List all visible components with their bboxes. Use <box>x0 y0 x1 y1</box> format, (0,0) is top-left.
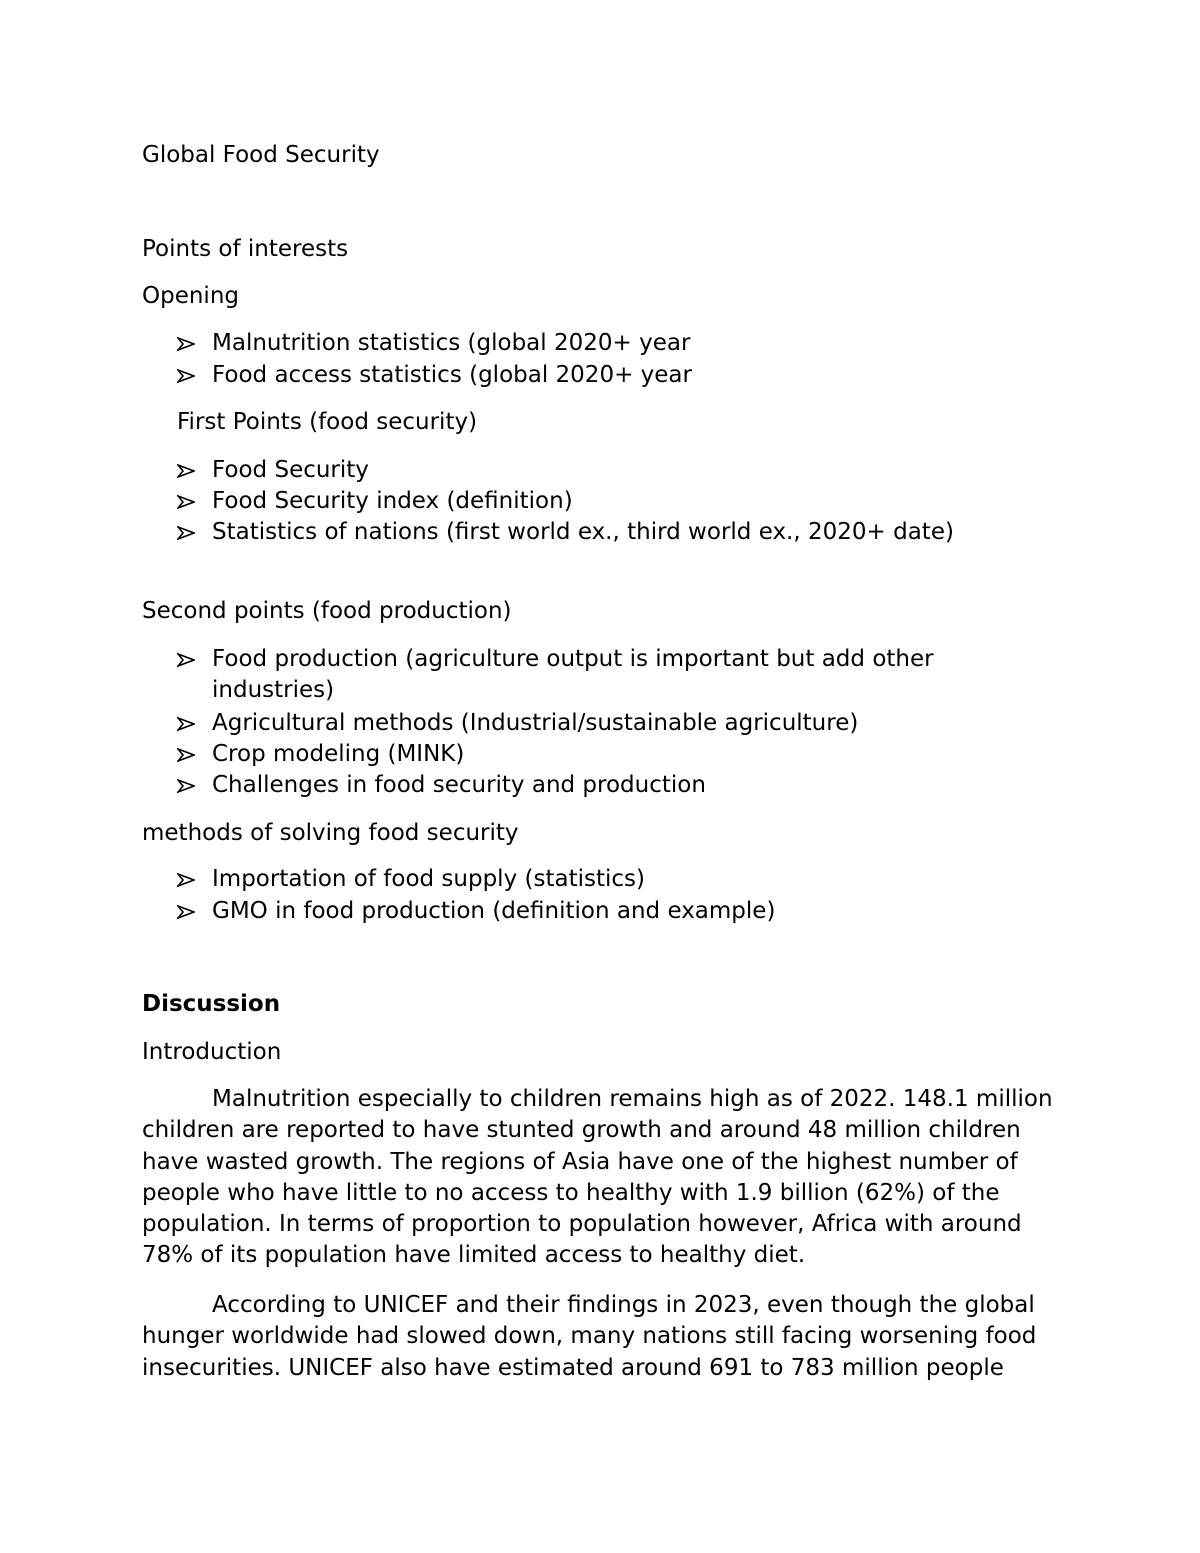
arrowhead-bullet-icon <box>177 328 197 359</box>
list-item-text: Food Security index (definition) <box>212 488 573 514</box>
arrowhead-bullet-icon <box>177 360 197 391</box>
list-item-text: Challenges in food security and production <box>212 772 706 798</box>
arrowhead-bullet-icon <box>177 864 197 895</box>
arrowhead-bullet-icon <box>177 770 197 801</box>
list-item-text: Malnutrition statistics (global 2020+ year <box>212 330 691 356</box>
arrowhead-bullet-icon <box>177 739 197 770</box>
arrowhead-bullet-icon <box>177 455 197 486</box>
list-item-text: Food Security <box>212 457 369 483</box>
arrowhead-bullet-icon <box>177 517 197 548</box>
introduction-subheading: Introduction <box>142 1039 282 1065</box>
discussion-heading: Discussion <box>142 991 281 1017</box>
second-points-label: Second points (food production) <box>142 598 512 624</box>
methods-label: methods of solving food security <box>142 820 519 846</box>
arrowhead-bullet-icon <box>177 896 197 927</box>
list-item-text: Food production (agriculture output is important but add other <box>212 646 934 672</box>
arrowhead-bullet-icon <box>177 708 197 739</box>
outline-heading: Points of interests <box>142 236 349 262</box>
list-item-text: Food access statistics (global 2020+ year <box>212 362 692 388</box>
document-title: Global Food Security <box>142 142 380 168</box>
opening-label: Opening <box>142 283 239 309</box>
body-paragraph: Malnutrition especially to children remains high as of 2022. 148.1 million children are reported to have stunted growth and around 48 million children have wasted growth. The regions of Asia have one of the highest number of people who have little to no access to healthy with 1.9 billion (62%) of the population. In terms of proportion to population however, Africa with around 78% of its population have limited access to healthy diet. <box>142 1086 1053 1269</box>
list-item-text: Crop modeling (MINK) <box>212 741 465 767</box>
list-item-text: industries) <box>212 677 335 703</box>
list-item-text: Agricultural methods (Industrial/sustainable agriculture) <box>212 710 859 736</box>
arrowhead-bullet-icon <box>177 486 197 517</box>
body-paragraph: According to UNICEF and their findings in 2023, even though the global hunger worldwide had slowed down, many nations still facing worsening food insecurities. UNICEF also have estimated around 691 to 783 million people <box>142 1292 1037 1381</box>
list-item-text: Statistics of nations (first world ex., third world ex., 2020+ date) <box>212 519 954 545</box>
list-item-text: GMO in food production (definition and example) <box>212 898 776 924</box>
list-item-text: Importation of food supply (statistics) <box>212 866 645 892</box>
first-points-label: First Points (food security) <box>177 409 478 435</box>
arrowhead-bullet-icon <box>177 644 197 675</box>
